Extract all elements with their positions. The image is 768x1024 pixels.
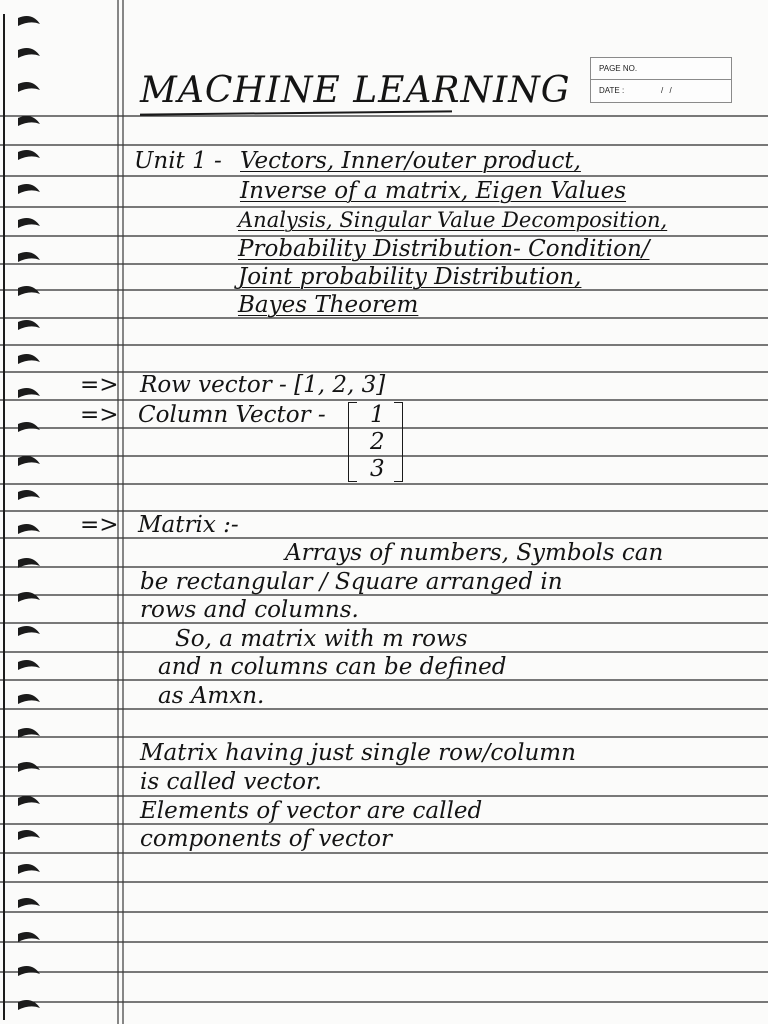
- matrix-line: be rectangular / Square arranged in: [140, 569, 563, 595]
- matrix-line: Arrays of numbers, Symbols can: [285, 540, 664, 566]
- unit-topic-line: Inverse of a matrix, Eigen Values: [240, 178, 627, 204]
- unit-topic-line: Bayes Theorem: [238, 292, 419, 318]
- page-no-label: PAGE NO.: [599, 64, 638, 73]
- unit-topic-line: Probability Distribution- Condition/: [238, 236, 650, 262]
- spiral-binding-holes: [0, 0, 60, 1024]
- column-vector-entry: 1: [370, 402, 385, 428]
- unit-topic-line: Analysis, Singular Value Decomposition,: [238, 208, 668, 232]
- unit-topic-line: Joint probability Distribution,: [238, 264, 582, 290]
- column-vector-left-bracket: [348, 402, 357, 482]
- date-label: DATE :: [599, 86, 625, 95]
- column-vector-right-bracket: [394, 402, 403, 482]
- vector-definition-line: Matrix having just single row/column: [140, 740, 576, 766]
- matrix-line: rows and columns.: [140, 597, 359, 623]
- arrow-marker: =>: [80, 512, 119, 538]
- page-info-box: [590, 57, 732, 103]
- vector-definition-line: components of vector: [140, 826, 392, 852]
- arrow-marker: =>: [80, 402, 119, 428]
- date-separators: / /: [661, 86, 674, 95]
- matrix-line: and n columns can be defined: [158, 654, 507, 680]
- matrix-heading: Matrix :-: [138, 512, 239, 538]
- matrix-line: as Amxn.: [158, 683, 265, 709]
- row-vector-text: Row vector - [1, 2, 3]: [140, 372, 386, 398]
- vector-definition-line: Elements of vector are called: [140, 798, 483, 824]
- unit-topic-line: Vectors, Inner/outer product,: [240, 148, 581, 174]
- column-vector-entry: 3: [370, 456, 385, 482]
- matrix-line: So, a matrix with m rows: [175, 626, 468, 652]
- column-vector-entry: 2: [370, 429, 385, 455]
- unit-label: Unit 1 -: [134, 148, 222, 174]
- vector-definition-line: is called vector.: [140, 769, 322, 795]
- arrow-marker: =>: [80, 372, 119, 398]
- column-vector-label: Column Vector -: [138, 402, 326, 428]
- page-title: MACHINE LEARNING: [140, 70, 571, 111]
